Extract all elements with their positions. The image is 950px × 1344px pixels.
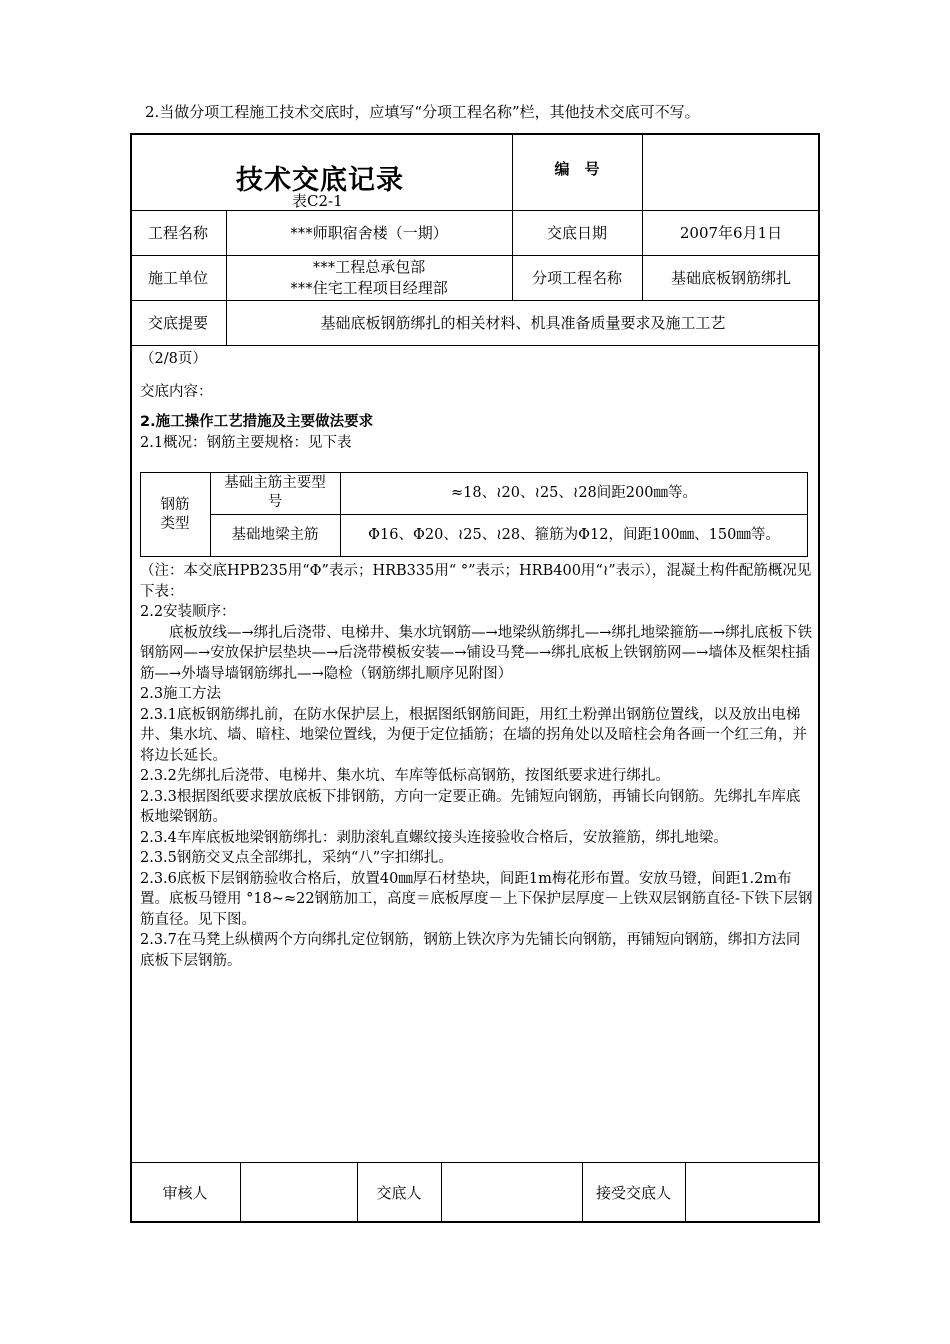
main-rebar-label: 基础主筋主要型号 <box>224 475 326 510</box>
unit-line-1: ***工程总承包部 <box>312 257 426 276</box>
paragraph: 2.3.5钢筋交叉点全部绑扎，采纳“八”字扣绑扎。 <box>140 850 453 866</box>
receiver-field[interactable] <box>685 1162 820 1222</box>
summary-value[interactable]: 基础底板钢筋绑扎的相关材料、机具准备质量要求及施工工艺 <box>320 314 726 332</box>
project-name-label: 工程名称 <box>147 224 208 242</box>
reviewer-field[interactable] <box>240 1162 357 1222</box>
disclosure-date-value[interactable]: 2007年6月1日 <box>679 224 783 242</box>
receiver-label: 接受交底人 <box>595 1183 671 1202</box>
content-body <box>140 561 813 971</box>
ground-beam-rebar-label: 基础地梁主筋 <box>231 527 319 543</box>
paragraph: 2.3.1底板钢筋绑扎前，在防水保护层上，根据图纸钢筋间距，用红土粉弹出钢筋位置线，以及放出电梯井、集水坑、墙、暗柱、地梁位置线，为便于定位插筋；在墙的拐角处以及暗柱会角各画一个红三角，并将边长延长。 <box>140 706 807 764</box>
paragraph: （注：本交底HPB235用“Φ”表示；HRB335用“ °”表示；HRB400用“≀”表示），混凝土构件配筋概况见下表： <box>140 563 812 600</box>
form-number: 表C2-1 <box>292 192 343 210</box>
discloser-label: 交底人 <box>376 1183 422 1202</box>
disclosure-date-label: 交底日期 <box>546 224 607 242</box>
number-value[interactable] <box>642 133 820 210</box>
rebar-type-label-2: 类型 <box>160 515 190 532</box>
construction-unit-label: 施工单位 <box>147 269 208 287</box>
page-indicator: （2/8页） <box>140 351 207 367</box>
subitem-name-value[interactable]: 基础底板钢筋绑扎 <box>670 269 791 287</box>
rebar-type-label-1: 钢筋 <box>160 496 190 513</box>
paragraph: 2.3.3根据图纸要求摆放底板下排钢筋，方向一定要正确。先铺短向钢筋，再铺长向钢筋。先绑扎车库底板地梁钢筋。 <box>140 788 801 825</box>
ground-beam-rebar-value: Φ16、Φ20、≀25、≀28、箍筋为Φ12，间距100㎜、150㎜等。 <box>368 527 780 543</box>
form-title: 技术交底记录 <box>236 165 404 196</box>
overview-line: 2.1概况：钢筋主要规格：见下表 <box>140 434 352 451</box>
paragraph: 2.3.2先绑扎后浇带、电梯井、集水坑、车库等低标高钢筋，按图纸要求进行绑扎。 <box>140 768 670 784</box>
construction-unit-value[interactable] <box>226 255 512 300</box>
content-top <box>140 349 813 453</box>
subitem-name-label: 分项工程名称 <box>531 269 622 287</box>
summary-label: 交底提要 <box>147 314 208 332</box>
content-intro: 交底内容： <box>140 383 213 400</box>
unit-line-2: ***住宅工程项目经理部 <box>290 278 448 297</box>
main-rebar-value: ≈18、≀20、≀25、≀28间距200㎜等。 <box>451 484 697 501</box>
discloser-field[interactable] <box>441 1162 582 1222</box>
reviewer-label: 审核人 <box>162 1183 208 1202</box>
section-heading: 2.施工操作工艺措施及主要做法要求 <box>140 414 374 430</box>
paragraph: 2.3.4车库底板地梁钢筋绑扎：剥肋滚轧直螺纹接头连接验收合格后，安放箍筋，绑扎地梁。 <box>140 829 728 846</box>
rebar-type-label <box>140 472 210 557</box>
paragraph: 底板放线—→绑扎后浇带、电梯井、集水坑钢筋—→地梁纵筋绑扎—→绑扎地梁箍筋—→绑扎底板下铁钢筋网—→安放保护层垫块—→后浇带模板安装—→铺设马凳—→绑扎底板上铁钢筋网—→墙体及框架柱插筋—→外墙导墙钢筋绑扎—→隐检（钢筋绑扎顺序见附图） <box>140 624 813 682</box>
project-name-value[interactable]: ***师职宿舍楼（一期） <box>290 224 448 242</box>
number-label: 编 号 <box>554 159 600 178</box>
paragraph: 2.3.7在马凳上纵横两个方向绑扎定位钢筋，钢筋上铁次序为先铺长向钢筋，再铺短向钢筋，绑扣方法同底板下层钢筋。 <box>140 932 801 969</box>
paragraph: 2.3.6底板下层钢筋验收合格后，放置40㎜厚石材垫块，间距1m梅花形布置。安放马镫，间距1.2m布置。底板马镫用 °18~≈22钢筋加工，高度＝底板厚度－上下保护层厚度－上铁双层钢筋直径-下铁下层钢筋直径。见下图。 <box>140 870 813 928</box>
paragraph: 2.2安装顺序： <box>140 604 236 620</box>
paragraph: 2.3施工方法 <box>140 686 222 702</box>
fill-instruction-note: 2.当做分项工程施工技术交底时，应填写“分项工程名称”栏，其他技术交底可不写。 <box>145 103 700 121</box>
